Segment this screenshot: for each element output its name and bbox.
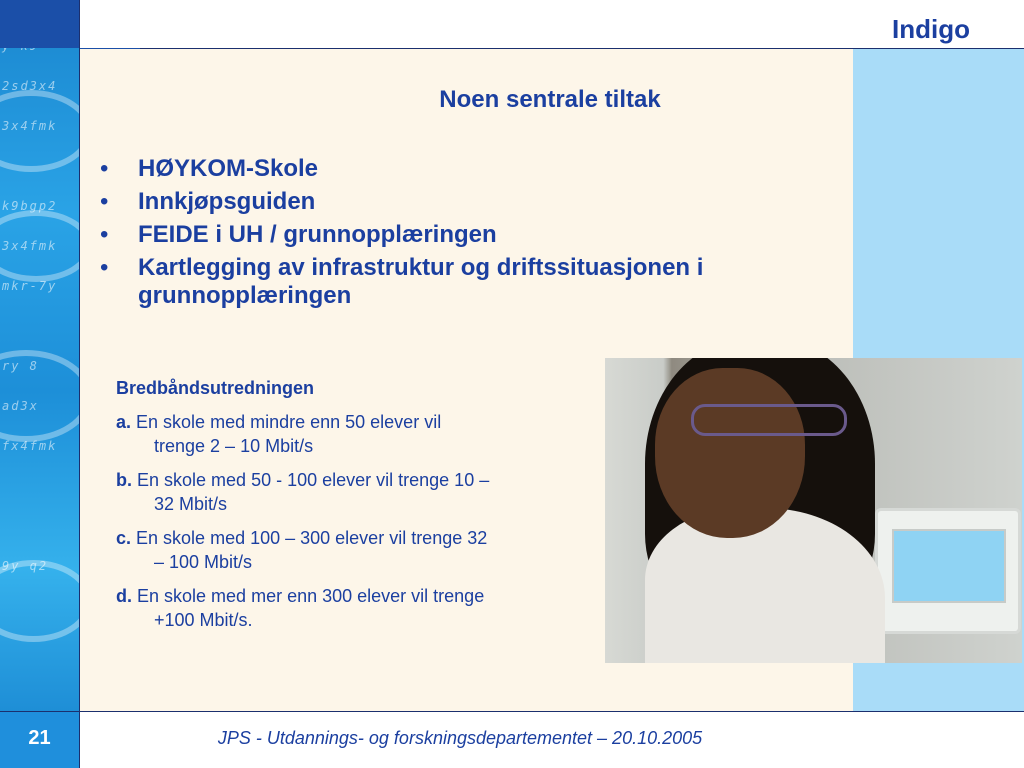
item-letter: a. (116, 412, 132, 432)
brand-title: Indigo (892, 14, 970, 44)
left-vertical-divider (79, 0, 80, 768)
monitor-screen (892, 529, 1006, 603)
strip-glyphs (0, 40, 80, 600)
item-letter: b. (116, 470, 132, 490)
strip-glyph-row: 3x4fmk (2, 119, 58, 133)
strip-glyph-row: mkr-7y (2, 279, 58, 293)
bullet-dot: • (100, 254, 109, 281)
item-text-continued: trenge 2 – 10 Mbit/s (154, 436, 314, 456)
footer-divider (0, 711, 1024, 712)
bullet-dot: • (100, 221, 109, 248)
strip-glyph-row (0, 480, 80, 520)
slide-title: Noen sentrale tiltak (439, 86, 661, 113)
left-decorative-strip (0, 0, 80, 712)
requirement-item (116, 525, 601, 573)
bullet-item (100, 254, 820, 310)
bullet-item (100, 155, 820, 183)
item-text-continued: 32 Mbit/s (154, 494, 228, 514)
strip-glyph-row (0, 160, 80, 200)
item-text-continued: – 100 Mbit/s (154, 552, 253, 572)
strip-glyph-row: 2sd3x4 (2, 79, 58, 93)
section-heading: Bredbåndsutredningen (116, 378, 315, 398)
strip-glyph-row: ad3x (2, 399, 39, 413)
requirement-item (116, 583, 601, 631)
strip-glyph-row: ry 8 (2, 359, 39, 373)
strip-glyph-row: k9bgp2 (2, 199, 58, 213)
bullet-text: HØYKOM-Skole (138, 155, 319, 182)
bullet-text: Innkjøpsguiden (138, 188, 316, 215)
bullet-text: FEIDE i UH / grunnopplæringen (138, 221, 497, 248)
strip-glyph-row: 9y q2 (2, 559, 49, 573)
strip-glyph-row: 3x4fmk (2, 239, 58, 253)
item-text: En skole med mer enn 300 elever vil trenge (137, 586, 485, 606)
item-text-continued: +100 Mbit/s. (154, 610, 253, 630)
item-letter: d. (116, 586, 132, 606)
person-face (655, 368, 805, 538)
item-text: En skole med 50 - 100 elever vil trenge 10 – (137, 470, 490, 490)
strip-glyph-row (0, 520, 80, 560)
item-text: En skole med mindre enn 50 elever vil (136, 412, 442, 432)
strip-glyph-row: fx4fmk (2, 439, 58, 453)
bullet-list (100, 155, 820, 315)
bullet-item (100, 221, 820, 249)
footer-text: JPS - Utdannings- og forskningsdepartementet – 20.10.2005 (217, 728, 703, 748)
computer-monitor (875, 508, 1021, 634)
bullet-text: Kartlegging av infrastruktur og driftssituasjonen i grunnopplæringen (138, 254, 704, 309)
requirement-item (116, 467, 601, 515)
bullet-item (100, 188, 820, 216)
corner-block (0, 0, 80, 48)
requirement-item (116, 409, 601, 457)
broadband-section (116, 378, 601, 641)
strip-glyph-row (0, 320, 80, 360)
bullet-dot: • (100, 188, 109, 215)
item-letter: c. (116, 528, 132, 548)
page-number: 21 (0, 712, 79, 768)
bullet-dot: • (100, 155, 109, 182)
glasses-icon (691, 404, 847, 436)
item-text: En skole med 100 – 300 elever vil trenge 32 (136, 528, 488, 548)
student-photo (605, 358, 1022, 663)
